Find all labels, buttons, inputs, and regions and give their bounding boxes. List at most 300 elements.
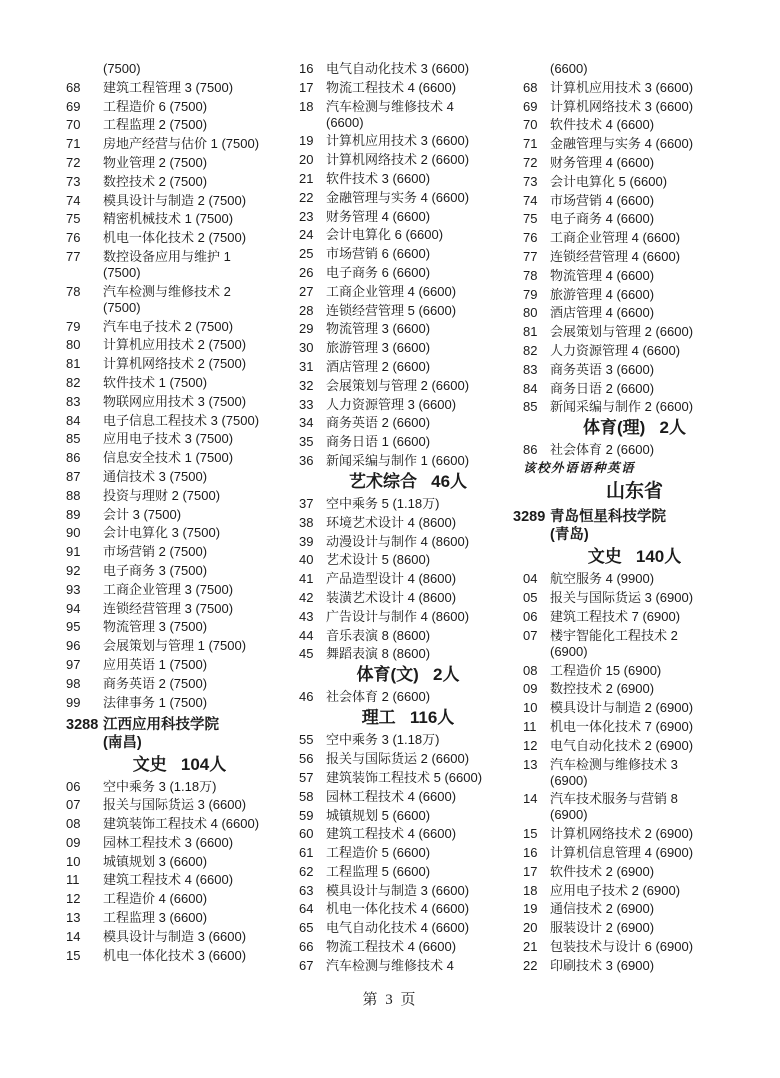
entry-text: 电子信息工程技术 3 (7500)	[103, 412, 260, 428]
entry-number: 10	[523, 700, 538, 716]
entry-text: 电气自动化技术 2 (6900)	[550, 737, 694, 753]
entry-text: 通信技术 3 (7500)	[103, 468, 208, 484]
entry-number: 76	[523, 230, 538, 246]
entry-text: 空中乘务 3 (1.18万)	[103, 778, 217, 794]
major-entry	[523, 136, 746, 152]
entry-text: 电气自动化技术 3 (6600)	[326, 61, 470, 76]
entry-text: 软件技术 3 (6600)	[326, 170, 431, 186]
entry-text: 汽车电子技术 2 (7500)	[103, 318, 234, 334]
entry-text: 服装设计 2 (6900)	[550, 920, 655, 936]
entry-text: 连锁经营管理 4 (6600)	[550, 248, 681, 264]
major-entry	[299, 340, 517, 356]
entry-number: 92	[66, 562, 81, 578]
major-entry	[523, 362, 746, 378]
entry-text: 金融管理与实务 4 (6600)	[326, 189, 470, 205]
major-entry	[299, 770, 517, 786]
major-entry	[299, 732, 517, 748]
entry-number: 88	[66, 487, 81, 503]
entry-text: 装潢艺术设计 4 (8600)	[326, 589, 457, 605]
entry-text: 数控技术 2 (6900)	[550, 681, 655, 697]
major-entry	[66, 929, 293, 945]
entry-text: 社会体育 2 (6600)	[550, 442, 655, 458]
major-entry	[523, 958, 746, 974]
major-entry	[299, 99, 517, 131]
entry-number: 12	[66, 891, 81, 907]
major-entry	[66, 431, 293, 447]
entry-number: 20	[299, 152, 314, 168]
entry-text: 数控技术 2 (7500)	[103, 173, 208, 189]
entry-number: 70	[66, 117, 81, 133]
entry-number: 78	[66, 283, 81, 299]
entry-number: 89	[66, 506, 81, 522]
entry-text: 商务英语 2 (7500)	[103, 675, 208, 691]
major-entry	[66, 375, 293, 391]
entry-text: 模具设计与制造 2 (6900)	[550, 700, 694, 716]
major-entry	[523, 99, 746, 115]
entry-number: 96	[66, 638, 81, 654]
entry-number: 73	[523, 173, 538, 189]
entry-text: 酒店管理 2 (6600)	[326, 358, 431, 374]
entry-number: 11	[523, 718, 537, 734]
major-entry	[299, 515, 517, 531]
entry-text: 报关与国际货运 2 (6600)	[326, 751, 470, 767]
entry-number: 75	[523, 211, 538, 227]
major-entry	[523, 80, 746, 96]
entry-text: 物流工程技术 4 (6600)	[326, 79, 457, 95]
major-entry	[299, 321, 517, 337]
entry-text: 数控设备应用与维护 1 (7500)	[103, 248, 231, 280]
major-entry	[66, 582, 293, 598]
entry-number: 46	[299, 689, 314, 705]
entry-text: 电子商务 4 (6600)	[550, 211, 655, 227]
entry-number: 69	[523, 98, 538, 114]
entry-number: 99	[66, 694, 81, 710]
entry-text: 物业管理 2 (7500)	[103, 154, 208, 170]
major-entry	[66, 99, 293, 115]
entry-text: 人力资源管理 3 (6600)	[326, 396, 457, 412]
entry-text: 建筑工程管理 3 (7500)	[103, 79, 234, 95]
entry-number: 05	[523, 590, 538, 606]
column-2	[299, 61, 517, 977]
entry-number: 17	[523, 863, 538, 879]
entry-number: 86	[66, 450, 81, 466]
entry-text: 旅游管理 4 (6600)	[550, 286, 655, 302]
major-entry	[523, 628, 746, 660]
entry-number: 68	[523, 79, 538, 95]
entry-text: 园林工程技术 3 (6600)	[103, 834, 234, 850]
entry-text: 计算机网络技术 2 (6600)	[326, 152, 470, 168]
major-entry	[523, 590, 746, 606]
entry-number: 37	[299, 495, 314, 511]
major-entry	[66, 230, 293, 246]
major-entry	[66, 488, 293, 504]
entry-text: 建筑工程技术 7 (6900)	[550, 608, 681, 624]
entry-number: 71	[523, 136, 538, 152]
entry-number: 26	[299, 264, 314, 280]
entry-text: 应用英语 1 (7500)	[103, 656, 208, 672]
major-entry	[523, 826, 746, 842]
entry-text: 连锁经营管理 5 (6600)	[326, 302, 457, 318]
major-entry	[299, 453, 517, 469]
entry-number: 77	[66, 248, 81, 264]
entry-text: 会展策划与管理 1 (7500)	[103, 638, 247, 654]
entry-number: 58	[299, 788, 314, 804]
entry-text: 应用电子技术 2 (6900)	[550, 882, 681, 898]
entry-text: 物流管理 4 (6600)	[550, 267, 655, 283]
entry-number: 38	[299, 514, 314, 530]
entry-text: 物联网应用技术 3 (7500)	[103, 393, 247, 409]
major-entry	[523, 268, 746, 284]
major-entry	[299, 190, 517, 206]
entry-text: 商务英语 3 (6600)	[550, 361, 655, 377]
major-entry	[523, 305, 746, 321]
major-entry	[299, 845, 517, 861]
entry-number: 17	[299, 79, 314, 95]
entry-text: 机电一体化技术 3 (6600)	[103, 947, 247, 963]
entry-number: 19	[299, 133, 314, 149]
major-entry	[299, 209, 517, 225]
entry-number: 22	[523, 957, 538, 973]
entry-number: 30	[299, 340, 314, 356]
entry-text: 工程造价 15 (6900)	[550, 662, 662, 678]
entry-text: 航空服务 4 (9900)	[550, 571, 655, 587]
entry-text: 商务日语 2 (6600)	[550, 380, 655, 396]
entry-text: 工商企业管理 4 (6600)	[326, 283, 457, 299]
entry-text: 人力资源管理 4 (6600)	[550, 342, 681, 358]
major-entry	[299, 883, 517, 899]
entry-number: 79	[66, 318, 81, 334]
entry-text: 物流工程技术 4 (6600)	[326, 939, 457, 955]
entry-text: 应用电子技术 3 (7500)	[103, 431, 234, 447]
major-entry	[299, 80, 517, 96]
major-entry	[299, 920, 517, 936]
major-entry	[523, 901, 746, 917]
major-entry	[299, 171, 517, 187]
entry-text: 精密机械技术 1 (7500)	[103, 211, 234, 227]
major-entry	[66, 657, 293, 673]
major-entry	[66, 638, 293, 654]
entry-number: 97	[66, 656, 81, 672]
major-entry	[523, 845, 746, 861]
major-entry	[523, 939, 746, 955]
entry-number: 29	[299, 321, 314, 337]
entry-number: 14	[66, 928, 81, 944]
major-entry	[66, 136, 293, 152]
major-entry	[66, 284, 293, 316]
entry-text: 会展策划与管理 2 (6600)	[326, 377, 470, 393]
major-entry	[299, 646, 517, 662]
entry-number: 39	[299, 533, 314, 549]
entry-text: 空中乘务 5 (1.18万)	[326, 495, 440, 511]
major-entry	[299, 415, 517, 431]
major-entry	[66, 117, 293, 133]
entry-number: 11	[66, 872, 80, 888]
page-number: 第 3 页	[362, 992, 418, 1008]
entry-number: 07	[66, 797, 81, 813]
major-entry	[66, 872, 293, 888]
entry-number: 66	[299, 939, 314, 955]
entry-text: 会计 3 (7500)	[103, 506, 182, 522]
entry-number: 44	[299, 627, 314, 643]
major-entry	[66, 211, 293, 227]
major-entry	[66, 835, 293, 851]
column-1	[66, 61, 293, 977]
entry-number: 60	[299, 826, 314, 842]
entry-number: 70	[523, 117, 538, 133]
major-entry	[66, 695, 293, 711]
entry-number: 64	[299, 901, 314, 917]
entry-number: 12	[523, 737, 538, 753]
entry-number: 22	[299, 189, 314, 205]
major-entry	[523, 663, 746, 679]
major-entry	[523, 757, 746, 789]
major-entry	[66, 319, 293, 335]
entry-number: 16	[299, 61, 314, 76]
continuation-line	[66, 61, 293, 77]
major-entry	[523, 883, 746, 899]
entry-text: 工程监理 2 (7500)	[103, 117, 208, 133]
major-entry	[66, 337, 293, 353]
entry-text: 建筑装饰工程技术 5 (6600)	[326, 769, 483, 785]
entry-number: 15	[523, 826, 538, 842]
entry-number: 67	[299, 957, 314, 973]
entry-number: 63	[299, 882, 314, 898]
entry-number: 62	[299, 863, 314, 879]
section-header: 体育(理) 2人	[583, 418, 686, 438]
entry-number: 10	[66, 853, 81, 869]
entry-text: 汽车检测与维修技术 2 (7500)	[103, 283, 231, 315]
major-entry	[66, 854, 293, 870]
entry-number: 18	[299, 98, 314, 114]
major-entry	[523, 719, 746, 735]
major-entry	[66, 394, 293, 410]
entry-number: 33	[299, 396, 314, 412]
major-entry	[523, 249, 746, 265]
major-entry	[523, 287, 746, 303]
entry-number: 57	[299, 769, 314, 785]
entry-number: 84	[523, 380, 538, 396]
entry-number: 86	[523, 442, 538, 458]
entry-number: 56	[299, 751, 314, 767]
entry-text: 机电一体化技术 7 (6900)	[550, 718, 694, 734]
major-entry	[299, 246, 517, 262]
major-entry	[523, 399, 746, 415]
entry-text: 信息安全技术 1 (7500)	[103, 450, 234, 466]
major-entry	[299, 378, 517, 394]
province-header: 山东省	[605, 481, 663, 503]
major-entry	[523, 381, 746, 397]
entry-text: 建筑装饰工程技术 4 (6600)	[103, 816, 260, 832]
major-entry	[299, 789, 517, 805]
major-entry	[66, 619, 293, 635]
entry-text: 电气自动化技术 4 (6600)	[326, 920, 470, 936]
entry-number: 28	[299, 302, 314, 318]
major-entry	[66, 174, 293, 190]
entry-text: 汽车技术服务与营销 8 (6900)	[550, 791, 678, 823]
entry-number: 41	[299, 571, 314, 587]
major-entry	[66, 450, 293, 466]
major-entry	[299, 534, 517, 550]
entry-number: 18	[523, 882, 538, 898]
entry-number: 45	[299, 646, 314, 662]
entry-text: 连锁经营管理 3 (7500)	[103, 600, 234, 616]
major-entry	[523, 609, 746, 625]
entry-number: 16	[523, 844, 538, 860]
entry-number: 94	[66, 600, 81, 616]
entry-number: 08	[523, 662, 538, 678]
major-entry	[299, 434, 517, 450]
entry-text: 空中乘务 3 (1.18万)	[326, 732, 440, 748]
entry-text: 音乐表演 8 (8600)	[326, 627, 431, 643]
entry-text: 市场营销 6 (6600)	[326, 246, 431, 262]
major-entry	[299, 397, 517, 413]
entry-number: 83	[523, 361, 538, 377]
entry-number: 59	[299, 807, 314, 823]
major-entry	[66, 779, 293, 795]
entry-text: 工商企业管理 3 (7500)	[103, 581, 234, 597]
major-entry	[523, 700, 746, 716]
major-entry	[299, 552, 517, 568]
entry-number: 81	[66, 356, 81, 372]
entry-text: 计算机应用技术 3 (6600)	[326, 133, 470, 149]
school-code: 3288	[66, 716, 99, 733]
major-entry	[66, 80, 293, 96]
entry-number: 93	[66, 581, 81, 597]
entry-text: 城镇规划 5 (6600)	[326, 807, 431, 823]
page-content	[66, 61, 746, 977]
major-entry	[66, 193, 293, 209]
entry-text: 广告设计与制作 4 (8600)	[326, 608, 470, 624]
major-entry	[299, 284, 517, 300]
entry-number: 34	[299, 415, 314, 431]
entry-text: 计算机应用技术 3 (6600)	[550, 79, 694, 95]
entry-number: 74	[523, 192, 538, 208]
entry-text: 电子商务 6 (6600)	[326, 264, 431, 280]
major-entry	[523, 864, 746, 880]
entry-number: 65	[299, 920, 314, 936]
major-entry	[299, 826, 517, 842]
entry-text: 工程造价 6 (7500)	[103, 98, 208, 114]
major-entry	[523, 791, 746, 823]
entry-text: 模具设计与制造 3 (6600)	[326, 882, 470, 898]
entry-text: 环境艺术设计 4 (8600)	[326, 514, 457, 530]
school-code: 3289	[513, 509, 546, 526]
entry-number: 24	[299, 227, 314, 243]
major-entry	[523, 738, 746, 754]
entry-text: 投资与理财 2 (7500)	[103, 487, 221, 503]
entry-number: 71	[66, 136, 81, 152]
entry-text: 商务日语 1 (6600)	[326, 434, 431, 450]
major-entry	[299, 590, 517, 606]
entry-number: 81	[523, 324, 538, 340]
major-entry	[299, 628, 517, 644]
entry-number: 13	[523, 756, 538, 772]
entry-text: 社会体育 2 (6600)	[326, 689, 431, 705]
entry-text: 电子商务 3 (7500)	[103, 562, 208, 578]
entry-number: 27	[299, 283, 314, 299]
column-3	[513, 61, 746, 977]
entry-text: 报关与国际货运 3 (6900)	[550, 590, 694, 606]
entry-number: 77	[523, 248, 538, 264]
major-entry	[66, 544, 293, 560]
entry-text: 市场营销 2 (7500)	[103, 544, 208, 560]
entry-text: 计算机网络技术 3 (6600)	[550, 98, 694, 114]
major-entry	[66, 356, 293, 372]
major-entry	[299, 751, 517, 767]
major-entry	[299, 571, 517, 587]
entry-number: 61	[299, 845, 314, 861]
school-entry	[66, 716, 293, 752]
entry-text: 财务管理 4 (6600)	[326, 208, 431, 224]
entry-number: 75	[66, 211, 81, 227]
entry-number: 82	[523, 342, 538, 358]
major-entry	[299, 808, 517, 824]
section-header: 文史 140人	[587, 547, 682, 567]
section-header: 艺术综合 46人	[348, 471, 468, 491]
major-entry	[523, 117, 746, 133]
major-entry	[523, 681, 746, 697]
entry-number: 25	[299, 246, 314, 262]
entry-number: 69	[66, 98, 81, 114]
entry-number: 80	[66, 337, 81, 353]
entry-text: 印刷技术 3 (6900)	[550, 957, 655, 973]
major-entry	[523, 211, 746, 227]
entry-number: 95	[66, 619, 81, 635]
entry-text: 金融管理与实务 4 (6600)	[550, 136, 694, 152]
entry-text: 动漫设计与制作 4 (8600)	[326, 533, 470, 549]
entry-text: 房地产经营与估价 1 (7500)	[103, 136, 260, 152]
entry-number: 98	[66, 675, 81, 691]
entry-text: (6600)	[550, 61, 588, 76]
entry-number: 83	[66, 393, 81, 409]
entry-number: 68	[66, 79, 81, 95]
entry-number: 08	[66, 816, 81, 832]
entry-number: 06	[523, 608, 538, 624]
entry-text: 城镇规划 3 (6600)	[103, 853, 208, 869]
major-entry	[66, 155, 293, 171]
major-entry	[66, 797, 293, 813]
major-entry	[299, 227, 517, 243]
section-header: 体育(文) 2人	[356, 665, 460, 685]
entry-number: 32	[299, 377, 314, 393]
major-entry	[66, 676, 293, 692]
major-entry	[299, 689, 517, 705]
entry-text: 新闻采编与制作 2 (6600)	[550, 399, 694, 415]
entry-number: 35	[299, 434, 314, 450]
entry-text: 会计电算化 5 (6600)	[550, 173, 668, 189]
entry-text: 工程造价 5 (6600)	[326, 845, 431, 861]
entry-number: 40	[299, 552, 314, 568]
major-entry	[66, 525, 293, 541]
entry-text: 法律事务 1 (7500)	[103, 694, 208, 710]
major-entry	[299, 901, 517, 917]
entry-number: 73	[66, 173, 81, 189]
entry-text: 会展策划与管理 2 (6600)	[550, 324, 694, 340]
entry-text: 楼宇智能化工程技术 2 (6900)	[550, 627, 678, 659]
continuation-line	[523, 61, 746, 77]
school-entry	[513, 508, 746, 544]
language-note: 该校外语语种英语	[523, 461, 636, 476]
major-entry	[299, 61, 517, 77]
entry-number: 14	[523, 791, 538, 807]
major-entry	[66, 469, 293, 485]
entry-number: 31	[299, 358, 314, 374]
entry-text: (7500)	[103, 61, 141, 76]
entry-text: 旅游管理 3 (6600)	[326, 340, 431, 356]
entry-text: 新闻采编与制作 1 (6600)	[326, 452, 470, 468]
entry-text: 汽车检测与维修技术 4 (6600)	[326, 98, 454, 130]
major-entry	[299, 609, 517, 625]
